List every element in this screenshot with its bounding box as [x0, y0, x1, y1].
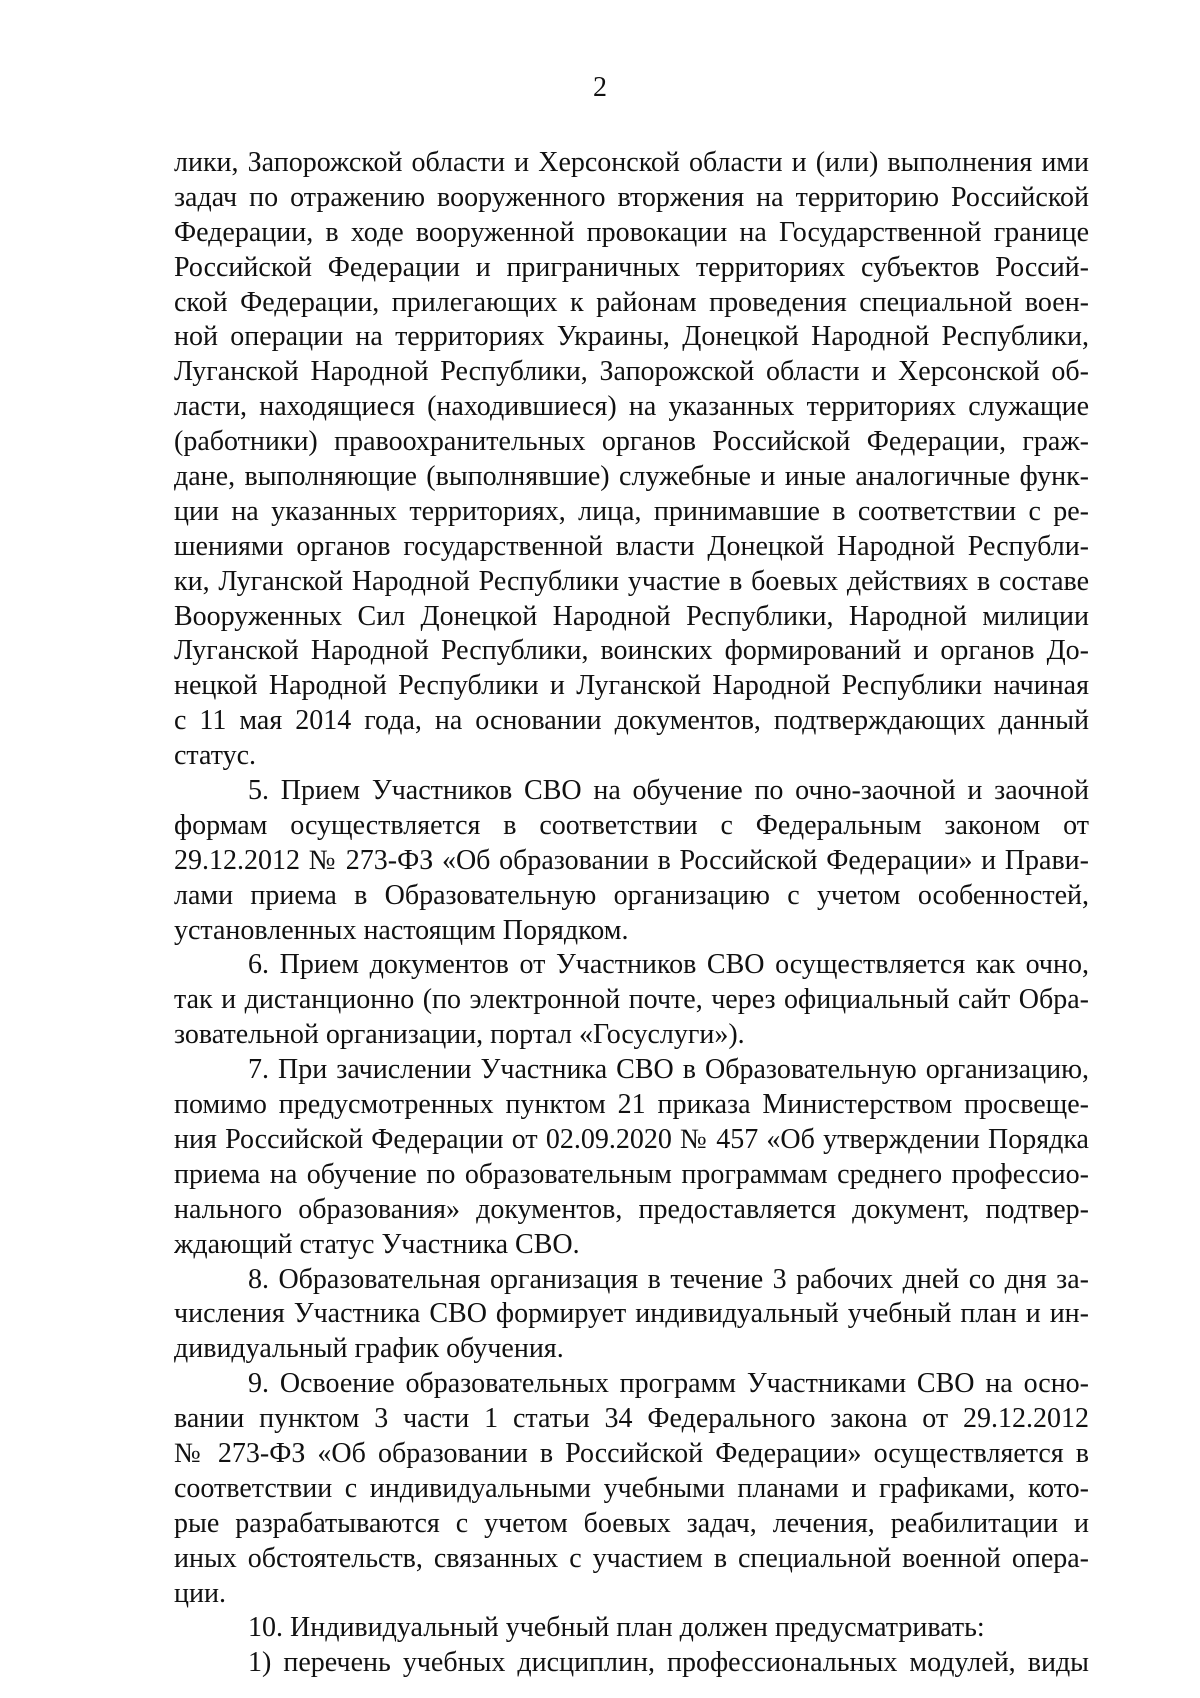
text-line: ской Федерации, прилегающих к районам проведения специальной воен- — [174, 286, 1089, 318]
text-line: Вооруженных Сил Донецкой Народной Республики, Народной милиции — [174, 600, 1089, 632]
text-line: ции. — [174, 1577, 226, 1609]
text-line: № 273-ФЗ «Об образовании в Российской Федерации» осуществляется в — [174, 1437, 1089, 1469]
text-line: нального образования» документов, предоставляется документ, подтвер- — [174, 1193, 1089, 1225]
text-line: вании пунктом 3 части 1 статьи 34 Федерального закона от 29.12.2012 — [174, 1403, 1089, 1435]
paragraph-first-line: 9. Освоение образовательных программ Участниками СВО на осно- — [248, 1368, 1089, 1400]
paragraph-first-line: 6. Прием документов от Участников СВО осуществляется как очно, — [248, 949, 1089, 981]
text-line: установленных настоящим Порядком. — [174, 914, 629, 946]
text-line: шениями органов государственной власти Донецкой Народной Республи- — [174, 530, 1089, 562]
text-line: ции на указанных территориях, лица, принимавшие в соответствии с ре- — [174, 495, 1089, 527]
text-line: помимо предусмотренных пунктом 21 приказа Министерством просвеще- — [174, 1089, 1089, 1121]
text-line: Федерации, в ходе вооруженной провокации на Государственной границе — [174, 216, 1089, 248]
text-line: дане, выполняющие (выполнявшие) служебные и иные аналогичные функ- — [174, 461, 1089, 493]
text-line: ки, Луганской Народной Республики участие в боевых действиях в составе — [174, 565, 1089, 597]
text-line: рые разрабатываются с учетом боевых задач, лечения, реабилитации и — [174, 1507, 1089, 1539]
text-line: Луганской Народной Республики, Запорожской области и Херсонской об- — [174, 356, 1089, 388]
page-number: 2 — [593, 72, 607, 103]
text-line: статус. — [174, 740, 257, 772]
text-line: числения Участника СВО формирует индивидуальный учебный план и ин- — [174, 1298, 1089, 1330]
text-line: (работники) правоохранительных органов Российской Федерации, граж- — [174, 426, 1089, 458]
paragraph-first-line: 1) перечень учебных дисциплин, профессиональных модулей, виды — [248, 1647, 1089, 1679]
text-line: соответствии с индивидуальными учебными планами и графиками, кото- — [174, 1472, 1089, 1504]
text-line: нецкой Народной Республики и Луганской Народной Республики начиная — [174, 670, 1089, 702]
text-line: приема на обучение по образовательным программам среднего профессио- — [174, 1158, 1089, 1190]
text-line: формам осуществляется в соответствии с Федеральным законом от — [174, 809, 1089, 841]
text-line: с 11 мая 2014 года, на основании документов, подтверждающих данный — [174, 705, 1089, 737]
document-body — [174, 146, 1089, 1681]
paragraph-first-line: 10. Индивидуальный учебный план должен предусматривать: — [248, 1612, 985, 1644]
text-line: 29.12.2012 № 273-ФЗ «Об образовании в Российской Федерации» и Прави- — [174, 844, 1089, 876]
paragraph-first-line: 7. При зачислении Участника СВО в Образовательную организацию, — [248, 1054, 1089, 1086]
text-line: лики, Запорожской области и Херсонской области и (или) выполнения ими — [174, 147, 1089, 178]
text-line: ния Российской Федерации от 02.09.2020 № 457 «Об утверждении Порядка — [174, 1123, 1089, 1155]
text-line: ждающий статус Участника СВО. — [174, 1228, 580, 1260]
text-line: ной операции на территориях Украины, Донецкой Народной Республики, — [174, 321, 1089, 353]
text-line: ласти, находящиеся (находившиеся) на указанных территориях служащие — [174, 391, 1089, 423]
text-line: Луганской Народной Республики, воинских формирований и органов До- — [174, 635, 1089, 667]
paragraph-first-line: 8. Образовательная организация в течение 3 рабочих дней со дня за- — [248, 1263, 1089, 1295]
text-line: Российской Федерации и приграничных территориях субъектов Россий- — [174, 251, 1089, 283]
text-line: лами приема в Образовательную организацию с учетом особенностей, — [174, 879, 1089, 911]
paragraph-first-line: 5. Прием Участников СВО на обучение по очно-заочной и заочной — [248, 775, 1089, 807]
text-line: задач по отражению вооруженного вторжения на территорию Российской — [174, 181, 1089, 213]
text-line: зовательной организации, портал «Госуслуги»). — [174, 1019, 745, 1051]
text-line: дивидуальный график обучения. — [174, 1333, 564, 1365]
text-line: так и дистанционно (по электронной почте, через официальный сайт Обра- — [174, 984, 1089, 1016]
text-line: иных обстоятельств, связанных с участием в специальной военной опера- — [174, 1542, 1089, 1574]
